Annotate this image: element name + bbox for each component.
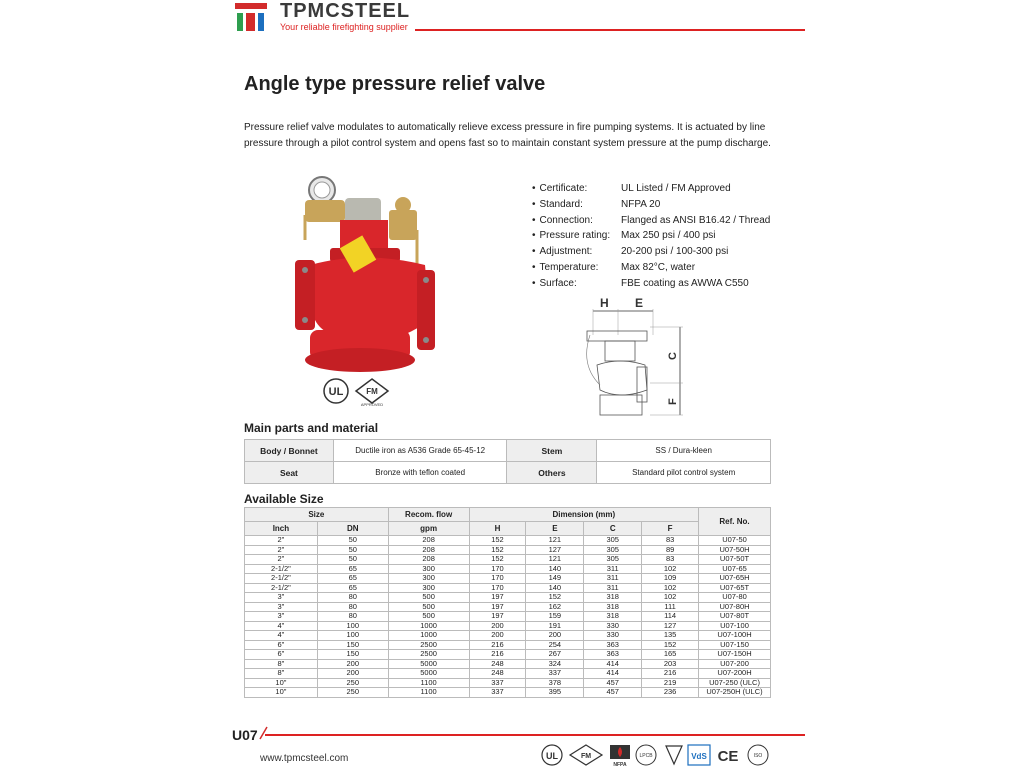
nfpa-cert-icon xyxy=(610,745,630,768)
cert-ce-text: CE xyxy=(717,748,739,765)
table-cell: 170 xyxy=(469,564,526,574)
spec-label xyxy=(532,199,621,215)
table-cell: 150 xyxy=(317,650,388,660)
table-cell: 50 xyxy=(317,545,388,555)
fm-badge-subtext: APPROVED xyxy=(360,402,384,407)
cert-nfpa-text: NFPA xyxy=(613,762,627,768)
table-cell: 165 xyxy=(642,650,699,660)
footer-divider xyxy=(265,734,805,736)
table-cell: U07-80H xyxy=(699,602,771,612)
table-cell: 337 xyxy=(526,669,584,679)
table-cell: 2-1/2" xyxy=(245,583,318,593)
table-cell: 318 xyxy=(584,612,642,622)
footer-slash-icon xyxy=(258,726,268,740)
iso-cert-icon xyxy=(748,745,768,765)
table-cell: 50 xyxy=(317,555,388,565)
h-header: H xyxy=(469,522,526,536)
table-cell: 200 xyxy=(469,621,526,631)
table-cell: 6" xyxy=(245,650,318,660)
spec-value: Max 82°C, water xyxy=(621,261,696,273)
table-cell: 8" xyxy=(245,659,318,669)
spec-label-text: Temperature: xyxy=(539,261,599,273)
table-cell: 200 xyxy=(526,631,584,641)
spec-label xyxy=(532,262,621,278)
table-cell: 200 xyxy=(317,659,388,669)
table-cell: 337 xyxy=(469,688,526,698)
table-cell: 363 xyxy=(584,640,642,650)
table-cell: 500 xyxy=(388,593,469,603)
table-row xyxy=(245,688,771,698)
table-cell: 127 xyxy=(642,621,699,631)
spec-label-text: Standard: xyxy=(539,198,583,210)
dimension-diagram xyxy=(575,295,695,420)
spec-value: Flanged as ANSI B16.42 / Thread xyxy=(621,214,771,226)
table-cell: 170 xyxy=(469,574,526,584)
table-cell: 152 xyxy=(642,640,699,650)
table-cell: 10" xyxy=(245,678,318,688)
spec-list xyxy=(532,183,770,294)
fm-cert-icon xyxy=(570,745,602,765)
table-row xyxy=(245,574,771,584)
table-cell: 135 xyxy=(642,631,699,641)
table-cell: 236 xyxy=(642,688,699,698)
table-cell: 102 xyxy=(642,583,699,593)
table-cell: 216 xyxy=(469,650,526,660)
table-cell: 149 xyxy=(526,574,584,584)
table-row xyxy=(245,678,771,688)
table-cell: 414 xyxy=(584,669,642,679)
website-url: www.tpmcsteel.com xyxy=(260,753,349,764)
table-cell: 318 xyxy=(584,602,642,612)
table-cell: 150 xyxy=(317,640,388,650)
table-cell: 140 xyxy=(526,583,584,593)
table-row xyxy=(245,555,771,565)
table-cell: 305 xyxy=(584,555,642,565)
spec-row xyxy=(532,215,770,231)
parts-heading: Main parts and material xyxy=(244,421,379,435)
table-cell: U07-150H xyxy=(699,650,771,660)
table-cell: 83 xyxy=(642,536,699,546)
brand-name: TPMCSTEEL xyxy=(280,0,411,22)
table-cell: 80 xyxy=(317,602,388,612)
table-row xyxy=(245,612,771,622)
table-cell: 10" xyxy=(245,688,318,698)
table-cell: 2-1/2" xyxy=(245,574,318,584)
table-cell: 2" xyxy=(245,545,318,555)
parts-row xyxy=(245,440,771,462)
table-cell: 162 xyxy=(526,602,584,612)
table-cell: 65 xyxy=(317,574,388,584)
table-cell: 324 xyxy=(526,659,584,669)
bullet-icon: • xyxy=(532,214,536,226)
table-cell: 457 xyxy=(584,678,642,688)
table-cell: 500 xyxy=(388,602,469,612)
part-material: Standard pilot control system xyxy=(597,462,771,484)
part-material: Ductile iron as A536 Grade 65-45-12 xyxy=(333,440,507,462)
spec-value: Max 250 psi / 400 psi xyxy=(621,230,716,242)
table-cell: 89 xyxy=(642,545,699,555)
valve-product-image xyxy=(285,170,445,405)
table-cell: 2-1/2" xyxy=(245,564,318,574)
f-header: F xyxy=(642,522,699,536)
gpm-header: gpm xyxy=(388,522,469,536)
spec-label xyxy=(532,278,621,294)
table-cell: 305 xyxy=(584,536,642,546)
table-cell: 208 xyxy=(388,555,469,565)
table-cell: 2" xyxy=(245,536,318,546)
table-cell: 5000 xyxy=(388,669,469,679)
bullet-icon: • xyxy=(532,183,536,194)
dim-e-label: E xyxy=(635,296,644,310)
table-cell: 300 xyxy=(388,583,469,593)
table-cell: U07-65 xyxy=(699,564,771,574)
table-row xyxy=(245,631,771,641)
table-cell: 100 xyxy=(317,621,388,631)
spec-label-text: Adjustment: xyxy=(539,246,593,258)
table-cell: 102 xyxy=(642,593,699,603)
table-cell: 159 xyxy=(526,612,584,622)
table-cell: 4" xyxy=(245,631,318,641)
table-cell: 109 xyxy=(642,574,699,584)
cert-iso-text: ISO xyxy=(753,753,763,759)
table-cell: 152 xyxy=(469,536,526,546)
table-cell: 197 xyxy=(469,612,526,622)
table-cell: 111 xyxy=(642,602,699,612)
spec-label xyxy=(532,230,621,246)
table-cell: U07-65T xyxy=(699,583,771,593)
spec-label-text: Connection: xyxy=(539,214,593,226)
table-row xyxy=(245,650,771,660)
table-cell: 8" xyxy=(245,669,318,679)
table-cell: 127 xyxy=(526,545,584,555)
table-cell: U07-250H (ULC) xyxy=(699,688,771,698)
spec-value: 20-200 psi / 100-300 psi xyxy=(621,246,729,258)
part-material: SS / Dura-kleen xyxy=(597,440,771,462)
table-cell: 102 xyxy=(642,564,699,574)
ul-fm-badges xyxy=(322,375,392,407)
table-cell: 65 xyxy=(317,583,388,593)
table-cell: U07-100H xyxy=(699,631,771,641)
table-cell: U07-200H xyxy=(699,669,771,679)
certification-logos xyxy=(540,742,772,768)
dim-f-label: F xyxy=(667,398,679,405)
table-cell: 197 xyxy=(469,602,526,612)
table-cell: 6" xyxy=(245,640,318,650)
spec-value: FBE coating as AWWA C550 xyxy=(621,277,749,289)
spec-label-text: Certificate: xyxy=(539,183,588,194)
table-cell: 170 xyxy=(469,583,526,593)
spec-row xyxy=(532,262,770,278)
spec-row xyxy=(532,183,770,199)
table-cell: 121 xyxy=(526,555,584,565)
table-row xyxy=(245,621,771,631)
table-cell: 311 xyxy=(584,574,642,584)
table-cell: 311 xyxy=(584,583,642,593)
table-cell: U07-80 xyxy=(699,593,771,603)
bullet-icon: • xyxy=(532,261,536,273)
table-cell: 248 xyxy=(469,669,526,679)
table-cell: U07-200 xyxy=(699,659,771,669)
table-cell: 1000 xyxy=(388,621,469,631)
table-cell: 395 xyxy=(526,688,584,698)
table-cell: 3" xyxy=(245,602,318,612)
table-cell: 200 xyxy=(469,631,526,641)
table-row xyxy=(245,583,771,593)
table-cell: 200 xyxy=(317,669,388,679)
table-cell: U07-50 xyxy=(699,536,771,546)
spec-row xyxy=(532,278,770,294)
spec-row xyxy=(532,230,770,246)
table-cell: 3" xyxy=(245,612,318,622)
size-header: Size xyxy=(245,508,389,522)
table-row xyxy=(245,545,771,555)
part-name: Stem xyxy=(507,440,597,462)
fm-badge-text: FM xyxy=(366,387,378,396)
table-cell: 250 xyxy=(317,688,388,698)
table-cell: U07-150 xyxy=(699,640,771,650)
table-cell: 100 xyxy=(317,631,388,641)
page-title: Angle type pressure relief valve xyxy=(244,73,546,95)
spec-label xyxy=(532,246,621,262)
product-description: Pressure relief valve modulates to automatically relieve excess pressure in fire pumping systems. It is actuated by line pressure through a pilot control system and opens fast so to maintain constant system pressure at the pump discharge. xyxy=(244,122,771,149)
table-cell: 1100 xyxy=(388,678,469,688)
cert-lpcb-text: LPCB xyxy=(639,753,653,759)
table-cell: 219 xyxy=(642,678,699,688)
table-cell: 216 xyxy=(642,669,699,679)
spec-value: UL Listed / FM Approved xyxy=(621,183,731,194)
table-cell: U07-50H xyxy=(699,545,771,555)
table-row xyxy=(245,640,771,650)
spec-label-text: Pressure rating: xyxy=(539,230,611,242)
table-cell: 152 xyxy=(469,555,526,565)
table-cell: 50 xyxy=(317,536,388,546)
table-cell: U07-50T xyxy=(699,555,771,565)
table-cell: 500 xyxy=(388,612,469,622)
spec-row xyxy=(532,199,770,215)
table-cell: 191 xyxy=(526,621,584,631)
bullet-icon: • xyxy=(532,246,536,258)
table-cell: 254 xyxy=(526,640,584,650)
table-row xyxy=(245,669,771,679)
table-cell: 305 xyxy=(584,545,642,555)
shield-cert-icon xyxy=(666,746,682,764)
spec-value: NFPA 20 xyxy=(621,198,661,210)
table-cell: 203 xyxy=(642,659,699,669)
part-name: Others xyxy=(507,462,597,484)
ul-cert-icon xyxy=(542,745,562,765)
table-row xyxy=(245,602,771,612)
c-header: C xyxy=(584,522,642,536)
table-cell: U07-80T xyxy=(699,612,771,622)
table-cell: U07-100 xyxy=(699,621,771,631)
table-cell: 140 xyxy=(526,564,584,574)
table-cell: 1100 xyxy=(388,688,469,698)
table-cell: 208 xyxy=(388,536,469,546)
table-cell: 2500 xyxy=(388,640,469,650)
table-cell: 2" xyxy=(245,555,318,565)
flow-header: Recom. flow xyxy=(388,508,469,522)
table-cell: 363 xyxy=(584,650,642,660)
table-cell: 330 xyxy=(584,631,642,641)
dim-c-label: C xyxy=(667,352,679,360)
table-cell: 414 xyxy=(584,659,642,669)
inch-header: Inch xyxy=(245,522,318,536)
table-cell: 4" xyxy=(245,621,318,631)
table-cell: 1000 xyxy=(388,631,469,641)
table-cell: 197 xyxy=(469,593,526,603)
dimension-header: Dimension (mm) xyxy=(469,508,699,522)
sizes-heading: Available Size xyxy=(244,492,324,506)
table-cell: 152 xyxy=(469,545,526,555)
table-cell: 208 xyxy=(388,545,469,555)
parts-table xyxy=(244,439,771,484)
table-cell: 3" xyxy=(245,593,318,603)
table-cell: 311 xyxy=(584,564,642,574)
table-cell: 65 xyxy=(317,564,388,574)
ref-header: Ref. No. xyxy=(699,508,771,536)
cert-vds-text: VdS xyxy=(691,752,707,761)
spec-label xyxy=(532,183,621,199)
brand-tagline: Your reliable firefighting supplier xyxy=(280,22,408,32)
vds-cert-icon xyxy=(688,745,710,765)
table-row xyxy=(245,593,771,603)
sizes-table xyxy=(244,507,771,698)
table-cell: 267 xyxy=(526,650,584,660)
table-cell: 248 xyxy=(469,659,526,669)
spec-row xyxy=(532,246,770,262)
logo-icon xyxy=(235,3,267,31)
table-cell: 457 xyxy=(584,688,642,698)
table-cell: 121 xyxy=(526,536,584,546)
header-divider xyxy=(415,29,805,31)
bullet-icon: • xyxy=(532,198,536,210)
ul-badge-text: UL xyxy=(328,386,344,398)
cert-fm-text: FM xyxy=(580,753,592,760)
part-material: Bronze with teflon coated xyxy=(333,462,507,484)
table-cell: 152 xyxy=(526,593,584,603)
bullet-icon: • xyxy=(532,277,536,289)
table-cell: 300 xyxy=(388,564,469,574)
part-name: Body / Bonnet xyxy=(245,440,334,462)
ce-mark-icon xyxy=(718,748,739,765)
table-cell: 114 xyxy=(642,612,699,622)
part-name: Seat xyxy=(245,462,334,484)
table-cell: 5000 xyxy=(388,659,469,669)
dn-header: DN xyxy=(317,522,388,536)
lpcb-cert-icon xyxy=(636,745,656,765)
table-cell: 300 xyxy=(388,574,469,584)
table-cell: 83 xyxy=(642,555,699,565)
table-cell: U07-250 (ULC) xyxy=(699,678,771,688)
dim-h-label: H xyxy=(600,296,609,310)
cert-ul-text: UL xyxy=(546,751,558,761)
page-code: U07 xyxy=(232,727,258,743)
table-cell: 250 xyxy=(317,678,388,688)
bullet-icon: • xyxy=(532,230,536,242)
table-cell: 216 xyxy=(469,640,526,650)
table-cell: 337 xyxy=(469,678,526,688)
table-cell: 330 xyxy=(584,621,642,631)
table-cell: 378 xyxy=(526,678,584,688)
spec-label xyxy=(532,215,621,231)
table-row xyxy=(245,536,771,546)
table-cell: 80 xyxy=(317,612,388,622)
table-cell: 318 xyxy=(584,593,642,603)
table-cell: 80 xyxy=(317,593,388,603)
e-header: E xyxy=(526,522,584,536)
table-cell: U07-65H xyxy=(699,574,771,584)
spec-label-text: Surface: xyxy=(539,277,577,289)
table-row xyxy=(245,659,771,669)
parts-row xyxy=(245,462,771,484)
table-row xyxy=(245,564,771,574)
table-cell: 2500 xyxy=(388,650,469,660)
